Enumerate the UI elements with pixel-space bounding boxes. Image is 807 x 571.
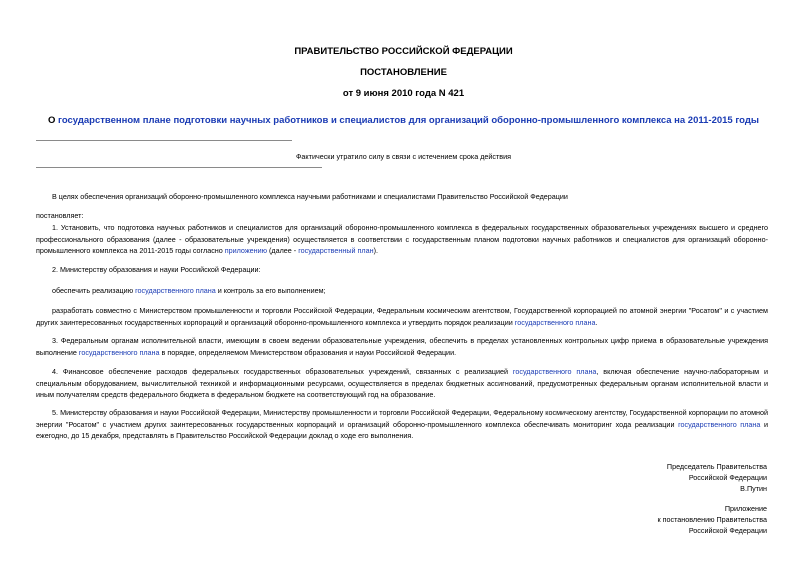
paragraph-2b [36, 305, 768, 328]
paragraph-5 [36, 407, 768, 442]
signature-line-3: В.Путин [740, 484, 767, 493]
p1-text: 1. Установить, что подготовка научных работников и специалистов для организаций оборонно-промышленного комплекса в федеральных государственных образовательных учреждениях высшего и среднего профессионального образования (далее - образовательные учреждения) осуществляется в соответствии с государственным планом подготовки научных работников и специалистов для организаций оборонно-промышленного комплекса на 2011-2015 годы согласно [36, 223, 768, 256]
p1-mid: (далее - [267, 246, 299, 256]
decree-word: постановляет: [36, 211, 84, 220]
appendix-line-1: Приложение [724, 504, 767, 513]
paragraph-2: 2. Министерству образования и науки Российской Федерации: [52, 265, 261, 274]
p2a-post: и контроль за его выполнением; [215, 286, 326, 295]
p3-end: в порядке, определяемом Министерством образования и науки Российской Федерации. [159, 347, 457, 357]
appendix-line-3: Российской Федерации [688, 526, 767, 535]
signature-block [667, 461, 767, 494]
document-type: ПОСТАНОВЛЕНИЕ [360, 67, 447, 78]
paragraph-2a [36, 285, 768, 297]
p4-end: , включая обеспечение научно-лабораторным и специальным оборудованием, вычислительной техникой и информационными ресурсами, осуществляется в пределах бюджетных ассигнований, предусмотренных федеральным органам исполнительной власти и иным получателям средств федерального бюджета в федеральном бюджете на соответствующий год на образование. [36, 367, 768, 400]
appendix-line-2: к постановлению Правительства [657, 515, 767, 524]
government-heading: ПРАВИТЕЛЬСТВО РОССИЙСКОЙ ФЕДЕРАЦИИ [294, 46, 513, 57]
document-date-number: от 9 июня 2010 года N 421 [342, 88, 465, 99]
signature-line-2: Российской Федерации [688, 473, 767, 482]
document-title [0, 115, 807, 126]
divider-top [36, 140, 292, 141]
signature-line-1: Председатель Правительства [666, 462, 767, 471]
p4-link[interactable]: государственного плана [512, 367, 597, 376]
paragraph-4 [36, 366, 768, 401]
p1-link-appendix[interactable]: приложению [224, 246, 268, 256]
appendix-block [657, 503, 767, 536]
p3-link[interactable]: государственного плана [78, 347, 160, 357]
p4-text: 4. Финансовое обеспечение расходов федеральных государственных образовательных учреждений, связанных с реализацией [52, 367, 513, 376]
divider-bottom [36, 167, 322, 168]
p2b-text: разработать совместно с Министерством промышленности и торговли Российской Федерации, Федеральным космическим агентством, Государственной корпорацией по атомной энергии "Росатом" и с участием других заинтересованных государственных корпораций и организаций оборонно-промышленного комплекса и утвердить порядок реализации [36, 306, 768, 327]
status-note: Фактически утратило силу в связи с истечением срока действия [295, 152, 512, 161]
paragraph-1 [36, 222, 768, 257]
title-prefix: О [47, 115, 59, 126]
p2b-end: . [595, 317, 598, 327]
preamble: В целях обеспечения организаций оборонно-промышленного комплекса научными работниками и специалистами Правительство Российской Федерации [52, 192, 568, 201]
p5-link[interactable]: государственного плана [678, 419, 761, 429]
p3-text: 3. Федеральным органам исполнительной власти, имеющим в своем ведении образовательные учреждения, обеспечить в пределах установленных контрольных цифр приема в образовательные учреждения выполнение [36, 336, 768, 357]
p2a-link[interactable]: государственного плана [135, 286, 216, 295]
p5-text: 5. Министерству образования и науки Российской Федерации, Министерству промышленности и торговли Российской Федерации, Федеральному космическому агентству, Государственной корпорации по атомной энергии "Росатом" с участием других заинтересованных государственных корпораций и организаций оборонно-промышленного комплекса обеспечивать мониторинг хода реализации [36, 408, 768, 429]
p2b-link[interactable]: государственного плана [514, 317, 596, 327]
title-link[interactable]: государственном плане подготовки научных работников и специалистов для организаций оборонно-промышленного комплекса на 2011-2015 годы [58, 115, 760, 126]
p2a-pre: обеспечить реализацию [52, 286, 136, 295]
paragraph-3 [36, 335, 768, 358]
p1-end: ). [373, 246, 378, 256]
p5-end: и ежегодно, до 15 декабря, представлять в Правительство Российской Федерации доклад о ходе его выполнения. [36, 419, 769, 441]
p1-link-state-plan[interactable]: государственный план [298, 246, 374, 256]
